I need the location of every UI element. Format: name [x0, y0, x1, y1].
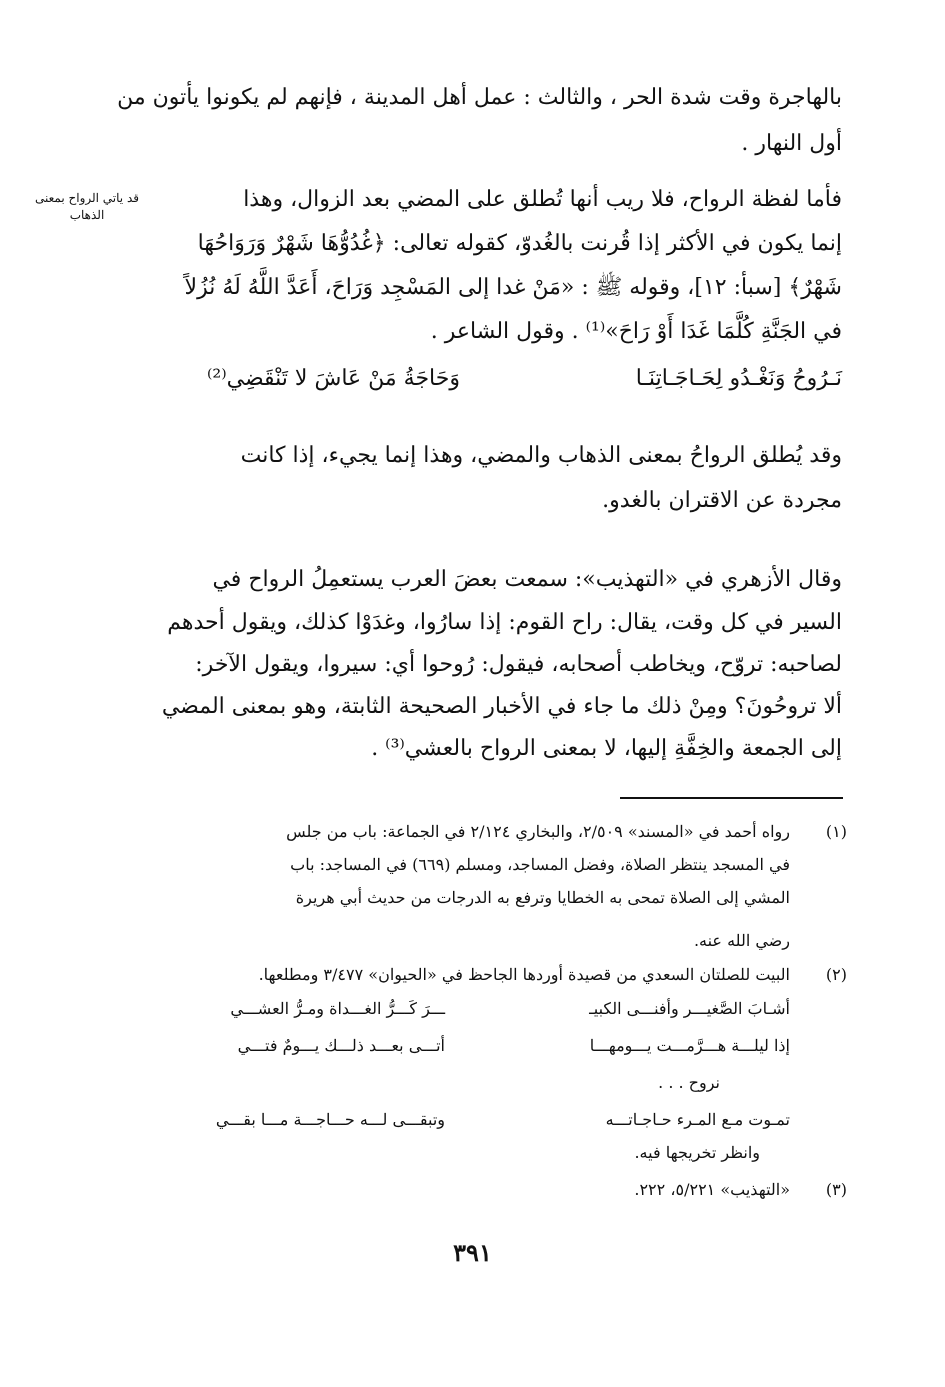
body-line: لصاحبه: تروّح، ويخاطب أصحابه، فيقول: رُوحوا أي: سيروا، ويقول الآخر: — [195, 652, 842, 677]
body-line: إنما يكون في الأكثر إذا قُرنت بالغُدوّ، كقوله تعالى: ﴿غُدُوُّهَا شَهْرٌ وَرَوَاحُهَا — [197, 231, 842, 256]
body-line: أول النهار . — [741, 131, 842, 156]
footnote-separator — [620, 797, 843, 799]
footnote-line: في المسجد ينتظر الصلاة، وفضل المساجد، ومسلم (٦٦٩) في المساجد: باب — [290, 855, 790, 874]
body-line: بالهاجرة وقت شدة الحر ، والثالث : عمل أهل المدينة ، فإنهم لم يكونوا يأتون من — [117, 85, 842, 110]
verse-first-hemistich: نَـرُوحُ وَنَغْـدُو لِحَـاجَـاتِنَـا — [635, 366, 842, 391]
footnote-number: (٢) — [825, 965, 847, 984]
footnote-line: رضي الله عنه. — [693, 931, 790, 950]
footnote-line: المشي إلى الصلاة تمحى به الخطايا وترفع به الدرجات من حديث أبي هريرة — [295, 888, 790, 907]
body-line: وقد يُطلق الرواحُ بمعنى الذهاب والمضي، وهذا إنما يجيء، إذا كانت — [240, 443, 842, 468]
poem-hemistich: أشـابَ الصَّغيـــر وأفنـــى الكبيـ — [589, 999, 790, 1018]
poem-hemistich: أتـــى بعـــد ذلـــك يـــومٌ فتـــي — [237, 1036, 445, 1055]
body-line: ألا تروحُونَ؟ ومِنْ ذلك ما جاء في الأخبار الصحيحة الثابتة، وهو بمعنى المضي — [161, 694, 842, 719]
page-number: ٣٩١ — [453, 1238, 492, 1267]
poem-hemistich: تمـوت مـع المـرء حـاجـاتـــه — [605, 1110, 790, 1129]
body-line: إلى الجمعة والخِفَّةِ إليها، لا بمعنى الرواح بالعشي⁽³⁾ . — [371, 736, 842, 761]
footnote-line: «التهذيب» ٥/٢٢١، ٢٢٢. — [634, 1180, 790, 1199]
body-line: في الجَنَّةِ كُلَّمَا غَدَا أَوْ رَاحَ»⁽¹⁾ . وقول الشاعر . — [430, 319, 842, 344]
poem-hemistich: إذا ليلـــة هـــرَّمـــت يـــومهـــا — [589, 1036, 790, 1055]
body-line: شَهْرٌ﴾ [سبأ: ١٢]، وقوله ﷺ : «مَنْ غدا إلى المَسْجِد وَرَاحَ، أَعَدَّ اللَّهُ لَهُ نُزُلاً — [184, 275, 842, 300]
footnote-line: وانظر تخريجها فيه. — [634, 1143, 760, 1162]
footnote-number: (٣) — [825, 1180, 847, 1199]
margin-note: قد ياتي الرواح بمعنى الذهاب — [35, 191, 139, 222]
footnote-number: (١) — [825, 822, 847, 841]
body-line: مجردة عن الاقتران بالغدو. — [602, 488, 842, 513]
poem-reference: نروح . . . — [658, 1073, 720, 1092]
verse-second-hemistich: وَحَاجَةُ مَنْ عَاشَ لا تَنْقَضِي⁽²⁾ — [206, 366, 460, 391]
body-line: وقال الأزهري في «التهذيب»: سمعت بعضَ العرب يستعمِلُ الرواح في — [212, 567, 842, 592]
body-line: فأما لفظة الرواح، فلا ريب أنها تُطلق على المضي بعد الزوال، وهذا — [243, 187, 842, 212]
footnote-line: رواه أحمد في «المسند» ٢/٥٠٩، والبخاري ٢/١٢٤ في الجماعة: باب من جلس — [286, 822, 790, 841]
poem-hemistich: وتبقـــى لـــه حـــاجـــة مـــا بقـــي — [215, 1110, 445, 1129]
poem-hemistich: ـــرَ كَـــرُّ الغـــداة ومـرُّ العشـــي — [230, 999, 445, 1018]
body-line: السير في كل وقت، يقال: راح القوم: إذا سارُوا، وغدَوْا كذلك، ويقول أحدهم — [167, 610, 842, 635]
footnote-line: البيت للصلتان السعدي من قصيدة أوردها الجاحظ في «الحيوان» ٣/٤٧٧ ومطلعها. — [258, 965, 790, 984]
